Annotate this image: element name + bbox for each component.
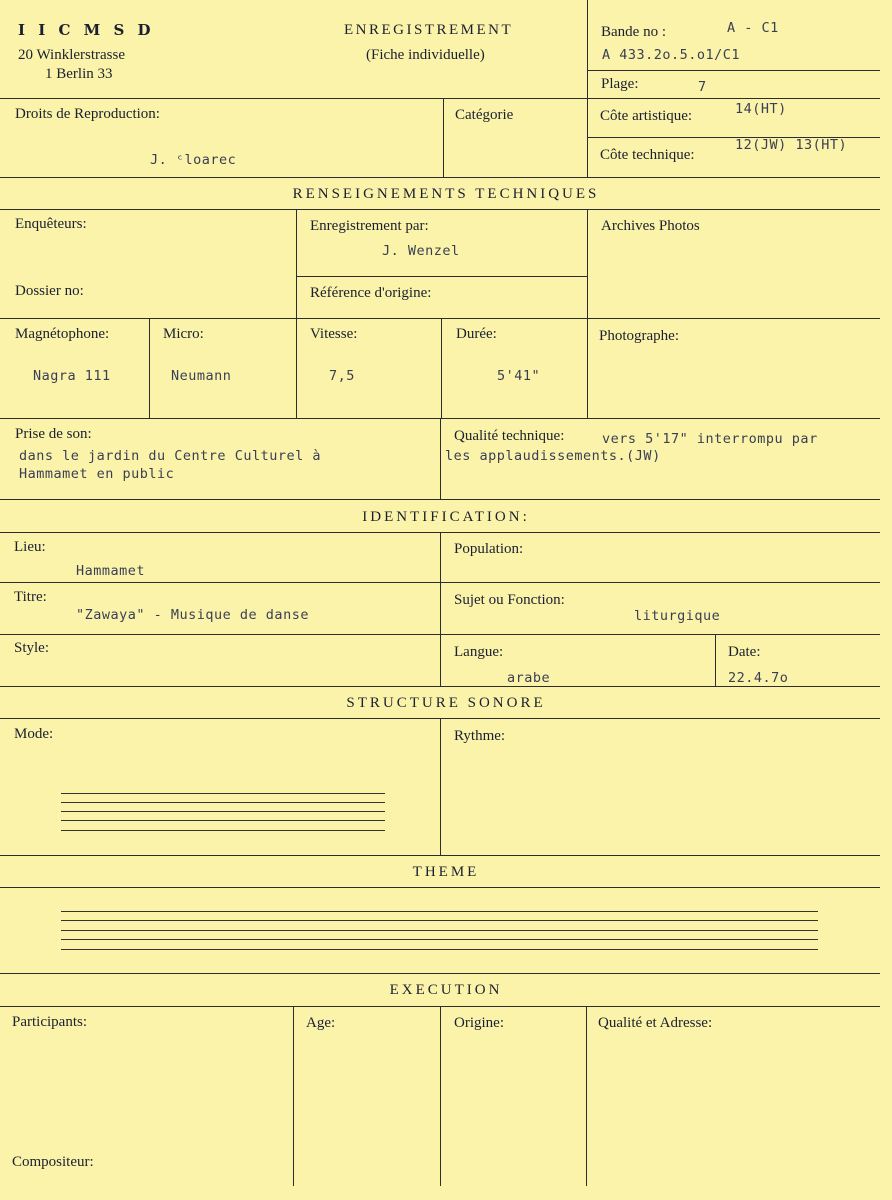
- staff-line: [61, 830, 385, 831]
- cote-technique-value: 12(JW) 13(HT): [735, 137, 848, 153]
- rule: [440, 718, 441, 855]
- lieu-value: Hammamet: [76, 563, 146, 579]
- vitesse-value: 7,5: [329, 368, 355, 384]
- staff-line: [61, 911, 818, 912]
- prise-de-son-line-2: Hammamet en public: [19, 466, 175, 482]
- titre-value: "Zawaya" - Musique de danse: [76, 607, 309, 623]
- staff-line: [61, 811, 385, 812]
- origine-label: Origine:: [454, 1015, 504, 1031]
- bande-label: Bande no :: [601, 24, 666, 40]
- qualite-technique-line-1: vers 5'17" interrompu par: [602, 431, 818, 447]
- titre-label: Titre:: [14, 589, 47, 605]
- date-label: Date:: [728, 644, 761, 660]
- cote-artistique-value: 14(HT): [735, 101, 787, 117]
- rule: [440, 1006, 441, 1186]
- rule: [441, 318, 442, 418]
- rule: [586, 1006, 587, 1186]
- date-value: 22.4.7o: [728, 670, 789, 686]
- style-label: Style:: [14, 640, 50, 656]
- reference-origine-label: Référence d'origine:: [310, 285, 432, 301]
- staff-line: [61, 920, 818, 921]
- rule: [296, 276, 587, 277]
- staff-line: [61, 820, 385, 821]
- plage-value: 7: [698, 79, 707, 95]
- rule: [293, 1006, 294, 1186]
- age-label: Age:: [306, 1015, 336, 1031]
- micro-label: Micro:: [163, 326, 204, 342]
- cote-artistique-label: Côte artistique:: [600, 108, 693, 124]
- sujet-fonction-value: liturgique: [634, 608, 721, 624]
- section-title-technical: RENSEIGNEMENTS TECHNIQUES: [292, 186, 600, 202]
- address-line-1: 20 Winklerstrasse: [18, 47, 126, 63]
- participants-label: Participants:: [12, 1014, 87, 1030]
- rule: [715, 634, 716, 686]
- rule: [149, 318, 150, 418]
- magnetophone-value: Nagra 111: [33, 368, 111, 384]
- dossier-label: Dossier no:: [15, 283, 84, 299]
- rule: [0, 855, 880, 856]
- staff-line: [61, 949, 818, 950]
- staff-line: [61, 802, 385, 803]
- prise-de-son-label: Prise de son:: [15, 426, 92, 442]
- staff-line: [61, 793, 385, 794]
- rule: [296, 209, 297, 418]
- rule: [587, 209, 588, 418]
- mode-label: Mode:: [14, 726, 54, 742]
- form-subtitle: (Fiche individuelle): [366, 47, 485, 63]
- rule: [587, 70, 880, 71]
- rule: [587, 0, 588, 177]
- rule: [0, 686, 880, 687]
- rule: [0, 887, 880, 888]
- plage-label: Plage:: [601, 76, 639, 92]
- langue-label: Langue:: [454, 644, 504, 660]
- staff-line: [61, 939, 818, 940]
- rule: [0, 177, 880, 178]
- archives-photos-label: Archives Photos: [601, 218, 700, 234]
- section-title-theme: THEME: [412, 864, 480, 880]
- address-line-2: 1 Berlin 33: [45, 66, 113, 82]
- categorie-label: Catégorie: [455, 107, 514, 123]
- sujet-fonction-label: Sujet ou Fonction:: [454, 592, 565, 608]
- rule: [0, 973, 880, 974]
- duree-label: Durée:: [456, 326, 497, 342]
- rule: [0, 499, 880, 500]
- rule: [443, 98, 444, 177]
- micro-value: Neumann: [171, 368, 232, 384]
- org-logo: I I C M S D: [18, 21, 155, 39]
- enregistrement-value: J. Wenzel: [382, 243, 460, 259]
- rule: [440, 418, 441, 499]
- section-title-execution: EXECUTION: [389, 982, 503, 998]
- prise-de-son-line-1: dans le jardin du Centre Culturel à: [19, 448, 321, 464]
- duree-value: 5'41": [497, 368, 541, 384]
- section-title-structure: STRUCTURE SONORE: [346, 695, 546, 711]
- qualite-adresse-label: Qualité et Adresse:: [598, 1015, 713, 1031]
- lieu-label: Lieu:: [14, 539, 46, 555]
- section-title-identification: IDENTIFICATION:: [362, 509, 530, 525]
- cote-technique-label: Côte technique:: [600, 147, 695, 163]
- compositeur-label: Compositeur:: [12, 1154, 94, 1170]
- form-title: ENREGISTREMENT: [344, 22, 514, 38]
- droits-label: Droits de Reproduction:: [15, 106, 160, 122]
- bande-reference: A 433.2o.5.o1/C1: [602, 47, 741, 63]
- vitesse-label: Vitesse:: [310, 326, 358, 342]
- qualite-technique-line-2: les applaudissements.(JW): [445, 448, 661, 464]
- enqueteurs-label: Enquêteurs:: [15, 216, 87, 232]
- qualite-technique-label: Qualité technique:: [454, 428, 565, 444]
- rule: [440, 532, 441, 686]
- rule: [0, 98, 880, 99]
- population-label: Population:: [454, 541, 524, 557]
- droits-value: J. ᶜloarec: [150, 152, 237, 168]
- bande-value: A - C1: [727, 20, 779, 36]
- langue-value: arabe: [507, 670, 551, 686]
- rule: [0, 318, 880, 319]
- rule: [0, 209, 880, 210]
- staff-line: [61, 930, 818, 931]
- rythme-label: Rythme:: [454, 728, 506, 744]
- enregistrement-label: Enregistrement par:: [310, 218, 429, 234]
- photographe-label: Photographe:: [599, 328, 679, 344]
- magnetophone-label: Magnétophone:: [15, 326, 110, 342]
